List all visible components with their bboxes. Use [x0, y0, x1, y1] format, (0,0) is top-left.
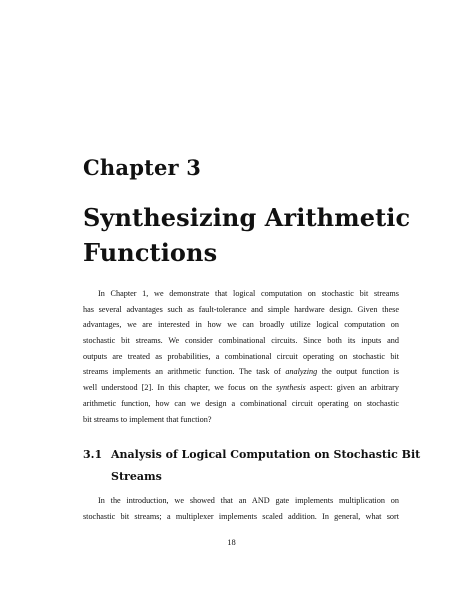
paragraph-line-text: streams implements an arithmetic function. The task of	[83, 367, 286, 377]
chapter-title-line: Synthesizing Arithmetic	[83, 203, 411, 232]
paragraph-line-mixed	[83, 364, 399, 380]
paragraph-line: outputs are treated as probabilities, a combinational circuit operating on stochastic bit	[83, 351, 399, 361]
paragraph-line: stochastic bit streams. We consider combinational circuits. Since both its inputs and	[83, 336, 399, 346]
paragraph-line: In the introduction, we showed that an AND gate implements multiplication on	[98, 496, 399, 505]
section-number: 3.1	[83, 448, 103, 461]
chapter-title	[83, 200, 411, 270]
section-title-line: Analysis of Logical Computation on Stochastic Bit	[111, 448, 421, 461]
paragraph-line-text: well understood [2]. In this chapter, we focus on the	[83, 383, 277, 393]
page-number: 18	[227, 537, 236, 547]
paragraph-line-mixed	[83, 380, 399, 396]
section-title-line: Streams	[111, 470, 162, 483]
paragraph-line: has several advantages such as fault-tolerance and simple hardware design. Given these	[83, 304, 399, 314]
emphasis-analyzing: analyzing	[285, 367, 318, 377]
paragraph-line: advantages, we are interested in how we can broadly utilize logical computation on	[83, 320, 399, 330]
chapter-label: Chapter 3	[83, 155, 202, 180]
paragraph-line: bit streams to implement that function?	[83, 414, 212, 424]
intro-paragraph	[83, 286, 399, 427]
chapter-title-line: Functions	[83, 238, 218, 267]
paragraph-line: In Chapter 1, we demonstrate that logical computation on stochastic bit streams	[98, 289, 399, 298]
paragraph-line: arithmetic function, how can we design a combinational circuit operating on stochastic	[83, 398, 399, 408]
paragraph-line: stochastic bit streams; a multiplexer implements scaled addition. In general, what sort	[83, 511, 399, 521]
section-paragraph	[83, 493, 399, 524]
emphasis-synthesis: synthesis	[276, 383, 306, 393]
paragraph-line-text: aspect: given an arbitrary	[305, 383, 399, 393]
section-title	[111, 444, 421, 488]
paragraph-line-text: the output function is	[317, 367, 399, 377]
